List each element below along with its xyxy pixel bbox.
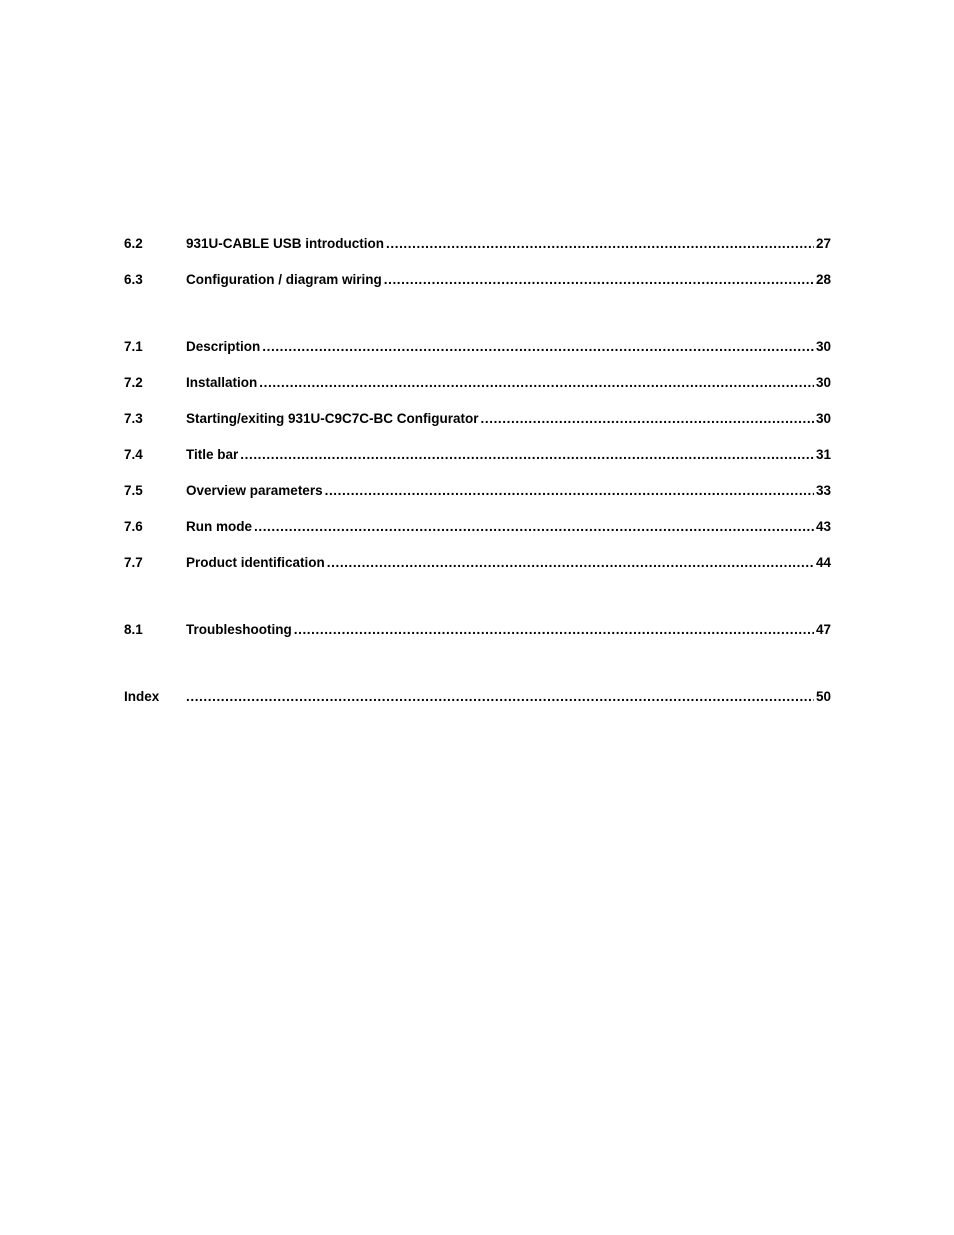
toc-entry-title: Troubleshooting [186,622,292,637]
toc-entry-title: Configuration / diagram wiring [186,272,382,287]
toc-dot-leader [327,553,814,573]
toc-entry-page: 44 [815,555,831,570]
toc-entry-number: Index [124,689,160,704]
toc-dot-leader [386,234,814,254]
toc-entry-page: 27 [815,236,831,251]
toc-entry-number: 7.7 [124,555,143,570]
toc-entry-page: 30 [815,339,831,354]
toc-entry-number: 8.1 [124,622,143,637]
toc-entry-number: 7.3 [124,411,143,426]
toc-entry-7-1[interactable] [124,337,831,373]
toc-entry-page: 47 [815,622,831,637]
toc-dot-leader [325,481,814,501]
toc-entry-7-7[interactable] [124,553,831,589]
toc-entry-title: Product identification [186,555,325,570]
toc-entry-7-3[interactable] [124,409,831,445]
toc-entry-title: Installation [186,375,258,390]
table-of-contents [124,234,831,723]
toc-entry-page: 31 [815,447,831,462]
toc-entry-7-2[interactable] [124,373,831,409]
toc-entry-number: 7.2 [124,375,143,390]
toc-entry-title: Description [186,339,261,354]
toc-entry-index[interactable] [124,687,831,723]
toc-entry-page: 43 [815,519,831,534]
toc-entry-8-1[interactable] [124,620,831,656]
toc-entry-number: 6.3 [124,272,143,287]
toc-entry-6-3[interactable] [124,270,831,306]
toc-dot-leader [240,445,814,465]
toc-entry-page: 28 [815,272,831,287]
toc-dot-leader [259,373,814,393]
toc-entry-page: 30 [815,375,831,390]
toc-entry-title: Run mode [186,519,252,534]
toc-entry-page: 50 [815,689,831,704]
toc-entry-7-5[interactable] [124,481,831,517]
toc-entry-title: Starting/exiting 931U-C9C7C-BC Configurator [186,411,479,426]
toc-entry-7-4[interactable] [124,445,831,481]
toc-entry-number: 7.4 [124,447,143,462]
toc-entry-number: 7.5 [124,483,143,498]
toc-dot-leader [384,270,814,290]
toc-entry-7-6[interactable] [124,517,831,553]
toc-entry-number: 7.1 [124,339,143,354]
toc-dot-leader [481,409,814,429]
toc-entry-6-2[interactable] [124,234,831,270]
toc-entry-page: 30 [815,411,831,426]
toc-dot-leader [294,620,814,640]
toc-entry-title: 931U-CABLE USB introduction [186,236,385,251]
toc-dot-leader [186,687,814,707]
toc-entry-number: 6.2 [124,236,143,251]
toc-entry-title: Title bar [186,447,239,462]
toc-dot-leader [262,337,814,357]
toc-entry-title: Overview parameters [186,483,323,498]
toc-dot-leader [254,517,814,537]
toc-entry-number: 7.6 [124,519,143,534]
toc-entry-page: 33 [815,483,831,498]
